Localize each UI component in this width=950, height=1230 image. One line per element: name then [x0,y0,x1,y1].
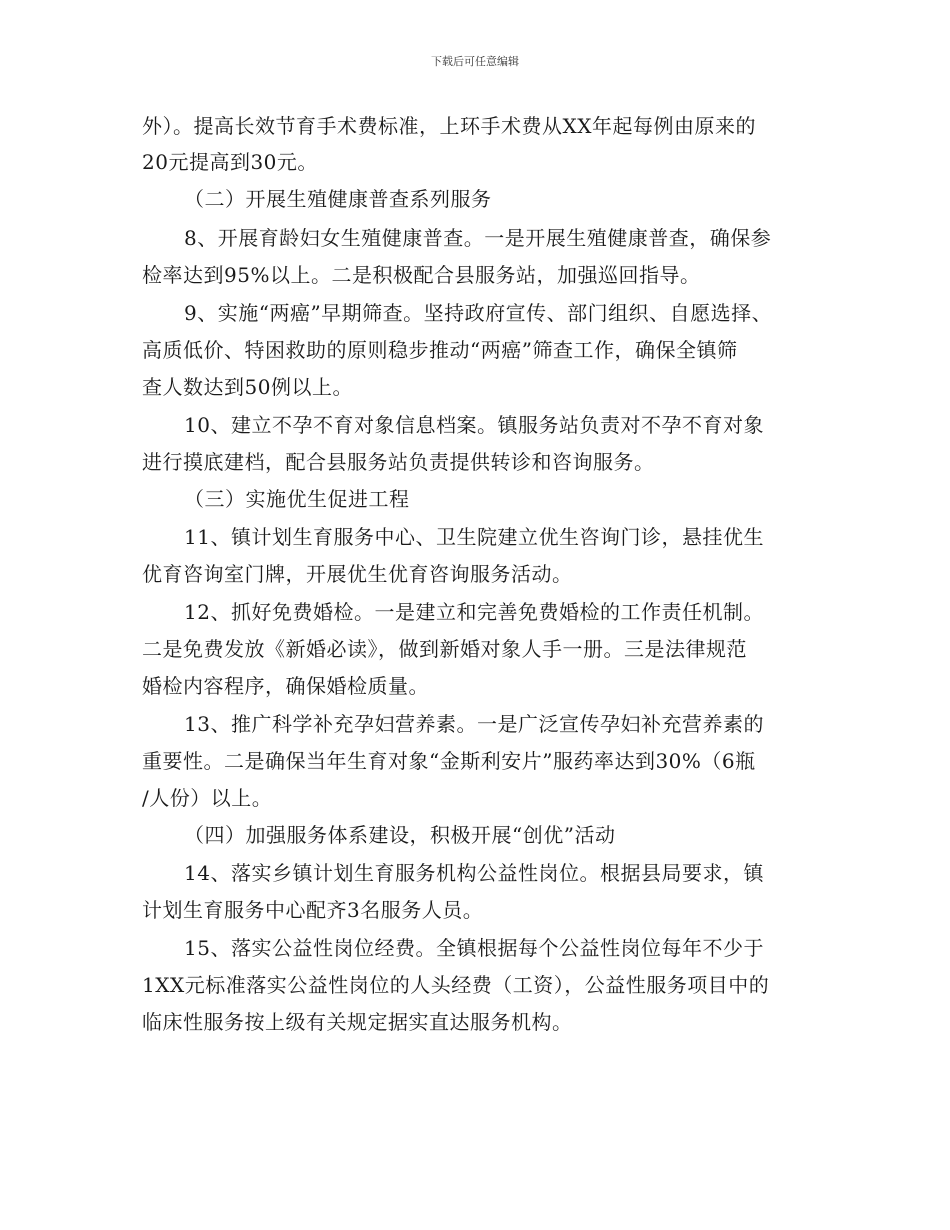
paragraph-line: 10、建立不孕不育对象信息档案。镇服务站负责对不孕不育对象 [184,413,764,437]
paragraph-line: 14、落实乡镇计划生育服务机构公益性岗位。根据县局要求，镇 [184,861,764,885]
paragraph-line: /人份）以上。 [142,786,273,810]
paragraph-line: 9、实施“两癌”早期筛查。坚持政府宣传、部门组织、自愿选择、 [184,301,773,325]
paragraph-line: 外）。提高长效节育手术费标准，上环手术费从XX年起每例由原来的 [142,114,756,138]
paragraph-line: 15、落实公益性岗位经费。全镇根据每个公益性岗位每年不少于 [184,936,764,960]
section-heading: （四）加强服务体系建设，积极开展“创优”活动 [184,823,616,847]
paragraph-line: 8、开展育龄妇女生殖健康普查。一是开展生殖健康普查，确保参 [184,226,772,250]
section-heading: （三）实施优生促进工程 [184,487,410,511]
paragraph-line: 优育咨询室门牌，开展优生优育咨询服务活动。 [142,562,573,586]
paragraph-line: 计划生育服务中心配齐3名服务人员。 [142,898,484,922]
paragraph-line: 11、镇计划生育服务中心、卫生院建立优生咨询门诊，悬挂优生 [184,525,764,549]
paragraph-line: 20元提高到30元。 [142,150,318,174]
section-heading: （二）开展生殖健康普查系列服务 [184,187,492,211]
paragraph-line: 13、推广科学补充孕妇营养素。一是广泛宣传孕妇补充营养素的 [184,712,764,736]
paragraph-line: 12、抓好免费婚检。一是建立和完善免费婚检的工作责任机制。 [184,600,764,624]
paragraph-line: 二是免费发放《新婚必读》，做到新婚对象人手一册。三是法律规范 [142,637,747,661]
paragraph-line: 查人数达到50例以上。 [142,375,353,399]
paragraph-line: 高质低价、特困救助的原则稳步推动“两癌”筛查工作，确保全镇筛 [142,338,738,362]
paragraph-line: 临床性服务按上级有关规定据实直达服务机构。 [142,1010,573,1034]
paragraph-line: 1XX元标准落实公益性岗位的人头经费（工资），公益性服务项目中的 [142,973,770,997]
page-header: 下载后可任意编辑 [431,55,519,68]
paragraph-line: 检率达到95%以上。二是积极配合县服务站，加强巡回指导。 [142,263,701,287]
paragraph-line: 婚检内容程序，确保婚检质量。 [142,674,429,698]
paragraph-line: 进行摸底建档，配合县服务站负责提供转诊和咨询服务。 [142,450,655,474]
paragraph-line: 重要性。二是确保当年生育对象“金斯利安片”服药率达到30%（6瓶 [142,749,756,773]
